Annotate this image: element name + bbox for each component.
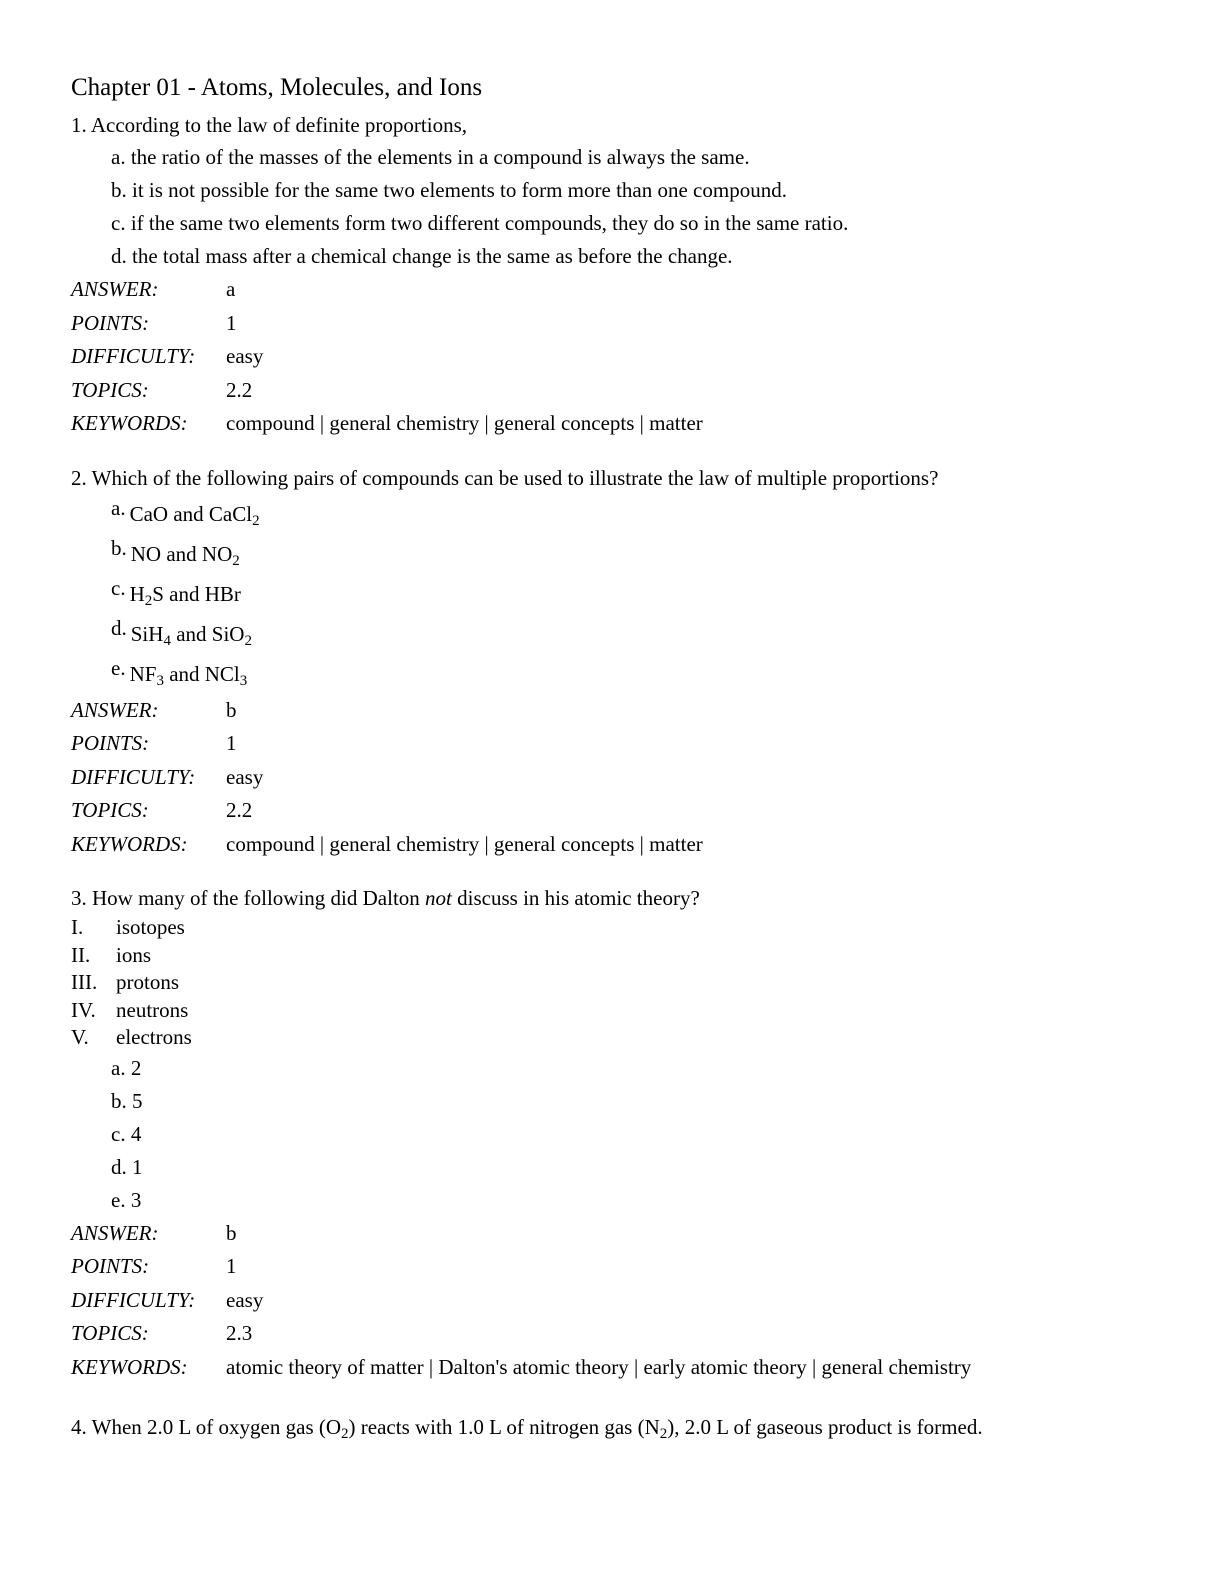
- formula-text: NF: [129, 661, 157, 686]
- meta-topics: [71, 1317, 1171, 1351]
- option-letter: c.: [111, 575, 126, 600]
- formula-text: and NCl: [163, 661, 240, 686]
- roman-item: [71, 914, 1171, 942]
- subscript: 2: [244, 632, 252, 649]
- meta-value: a: [226, 277, 236, 301]
- meta-value: b: [226, 697, 237, 722]
- option-letter: d.: [111, 615, 127, 640]
- roman-list: [71, 914, 1171, 1052]
- meta-difficulty: [71, 1284, 1171, 1318]
- meta-label: ANSWER:: [71, 277, 159, 301]
- meta-difficulty: [71, 340, 1171, 374]
- meta-label: TOPICS:: [71, 798, 149, 822]
- meta-label: POINTS:: [71, 731, 150, 755]
- roman-text: neutrons: [116, 997, 189, 1022]
- meta-value: atomic theory of matter | Dalton's atomic theory | early atomic theory | general chemistry: [226, 1354, 972, 1379]
- meta-label: POINTS:: [71, 310, 150, 335]
- meta-value: easy: [226, 764, 264, 789]
- meta-points: [71, 1250, 1171, 1284]
- meta-answer: [71, 1217, 1171, 1251]
- option-e: e. 3: [111, 1187, 142, 1212]
- roman-item: [71, 942, 1171, 970]
- roman-text: protons: [116, 970, 179, 994]
- option-b: b. it is not possible for the same two elements to form more than one compound.: [111, 178, 787, 202]
- formula-text: NO and NO: [130, 541, 233, 566]
- option-letter: b.: [111, 535, 127, 560]
- meta-topics: [71, 794, 1171, 828]
- meta-keywords: [71, 407, 1171, 441]
- subscript: 2: [144, 592, 153, 609]
- meta-value: easy: [226, 344, 264, 368]
- roman-numeral: III.: [71, 970, 98, 994]
- formula-text: H: [129, 581, 145, 606]
- meta-label: KEYWORDS:: [71, 411, 188, 435]
- meta-label: DIFFICULTY:: [71, 1287, 196, 1312]
- meta-value: 2.2: [226, 798, 253, 822]
- option-c: [111, 574, 1171, 614]
- formula-text: SiH: [130, 621, 164, 646]
- option-b: b. 5: [111, 1088, 143, 1113]
- meta-label: POINTS:: [71, 1254, 150, 1278]
- question-meta: [71, 694, 1171, 862]
- formula-text: CaO and CaCl: [129, 501, 253, 526]
- subscript: 3: [239, 672, 248, 689]
- roman-numeral: V.: [71, 1025, 89, 1049]
- meta-value: 1: [226, 310, 237, 335]
- meta-value: easy: [226, 1287, 264, 1312]
- option-a: a. 2: [111, 1055, 142, 1080]
- question-1: [71, 110, 1171, 441]
- roman-item: [71, 969, 1171, 997]
- option-e: [111, 654, 1171, 694]
- subscript: 4: [163, 632, 171, 649]
- meta-topics: [71, 374, 1171, 408]
- roman-numeral: IV.: [71, 997, 96, 1022]
- meta-value: 1: [226, 731, 237, 755]
- roman-numeral: II.: [71, 942, 91, 967]
- question-4: [71, 1412, 1171, 1443]
- stem-text: ) reacts with 1.0 L of nitrogen gas (N: [348, 1415, 660, 1439]
- roman-text: isotopes: [116, 915, 185, 939]
- chapter-title: Chapter 01 - Atoms, Molecules, and Ions: [71, 74, 483, 101]
- subscript: 2: [659, 1426, 668, 1442]
- question-3: [71, 883, 1171, 1384]
- option-b: [111, 534, 1171, 574]
- subscript: 2: [341, 1426, 349, 1442]
- question-2: [71, 463, 1171, 862]
- meta-value: compound | general chemistry | general concepts | matter: [226, 411, 703, 435]
- meta-label: KEYWORDS:: [71, 1354, 188, 1379]
- question-meta: [71, 1217, 1171, 1385]
- meta-label: ANSWER:: [71, 1220, 159, 1245]
- option-d: d. 1: [111, 1154, 143, 1179]
- roman-item: [71, 1024, 1171, 1052]
- stem-text: discuss in his atomic theory?: [451, 886, 700, 910]
- document-page: [71, 72, 1171, 1443]
- meta-label: TOPICS:: [71, 377, 149, 402]
- question-stem: 2. Which of the following pairs of compounds can be used to illustrate the law of multiple proportions?: [71, 465, 939, 490]
- meta-label: DIFFICULTY:: [71, 764, 196, 789]
- meta-points: [71, 307, 1171, 341]
- stem-emphasis: not: [425, 886, 452, 910]
- meta-answer: [71, 694, 1171, 728]
- question-stem: [71, 883, 1171, 914]
- roman-text: ions: [116, 942, 152, 967]
- option-letter: e.: [111, 655, 126, 680]
- option-a: [111, 494, 1171, 534]
- meta-label: TOPICS:: [71, 1321, 149, 1345]
- option-d: [111, 614, 1171, 654]
- option-c: c. 4: [111, 1121, 142, 1146]
- option-c: c. if the same two elements form two different compounds, they do so in the same ratio.: [111, 211, 849, 235]
- meta-label: KEYWORDS:: [71, 831, 188, 856]
- stem-text: 3. How many of the following did Dalton: [71, 886, 426, 910]
- roman-item: [71, 997, 1171, 1025]
- meta-value: b: [226, 1220, 237, 1245]
- formula-text: S and HBr: [152, 581, 241, 606]
- meta-label: DIFFICULTY:: [71, 344, 196, 368]
- meta-keywords: [71, 828, 1171, 862]
- meta-value: 2.3: [226, 1321, 253, 1345]
- subscript: 2: [252, 512, 260, 529]
- meta-value: compound | general chemistry | general concepts | matter: [226, 831, 703, 856]
- option-a: a. the ratio of the masses of the elements in a compound is always the same.: [111, 145, 750, 169]
- option-d: d. the total mass after a chemical change is the same as before the change.: [111, 244, 733, 268]
- formula-text: and SiO: [170, 621, 245, 646]
- question-meta: [71, 273, 1171, 441]
- meta-value: 1: [226, 1254, 237, 1278]
- question-stem: 1. According to the law of definite proportions,: [71, 113, 467, 137]
- option-letter: a.: [111, 495, 126, 520]
- meta-difficulty: [71, 761, 1171, 795]
- meta-points: [71, 727, 1171, 761]
- roman-text: electrons: [116, 1025, 192, 1049]
- stem-text: ), 2.0 L of gaseous product is formed.: [667, 1415, 983, 1439]
- meta-answer: [71, 273, 1171, 307]
- subscript: 3: [156, 672, 164, 689]
- stem-text: 4. When 2.0 L of oxygen gas (O: [71, 1415, 342, 1439]
- meta-keywords: [71, 1351, 1171, 1385]
- meta-label: ANSWER:: [71, 697, 159, 722]
- roman-numeral: I.: [71, 915, 84, 939]
- question-stem: [71, 1412, 1171, 1443]
- meta-value: 2.2: [226, 377, 253, 402]
- subscript: 2: [232, 552, 240, 569]
